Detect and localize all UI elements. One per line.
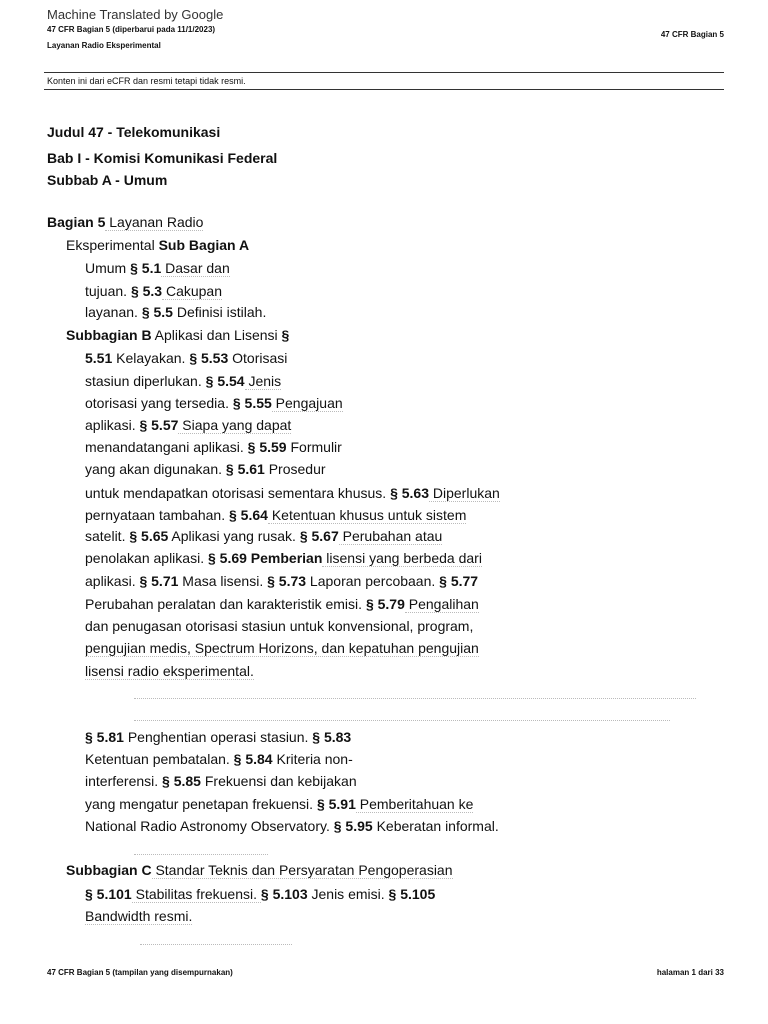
toc-text: Formulir	[286, 439, 342, 455]
toc-section: § 5.83	[312, 729, 352, 745]
toc-section: § 5.67	[299, 528, 339, 544]
toc-line[interactable]	[85, 460, 326, 478]
toc-line[interactable]	[85, 349, 287, 367]
toc-text: Pengalihan	[404, 596, 479, 612]
toc-text: Dasar dan	[161, 260, 230, 276]
toc-line[interactable]	[85, 795, 473, 813]
toc-line[interactable]	[85, 662, 254, 680]
machine-translated-label: Machine Translated by Google	[47, 7, 224, 22]
toc-subpart-a: Sub Bagian A	[158, 237, 250, 253]
toc-section: § 5.64	[229, 507, 268, 523]
toc-line[interactable]	[85, 817, 499, 835]
toc-line[interactable]	[85, 372, 281, 390]
toc-text: tujuan.	[85, 283, 131, 299]
toc-text: Masa lisensi.	[178, 573, 268, 589]
toc-text: otorisasi yang tersedia.	[85, 395, 233, 411]
toc-text: Pemberitahuan ke	[355, 796, 474, 812]
toc-line[interactable]	[47, 213, 203, 231]
toc-line[interactable]	[85, 885, 435, 903]
toc-section: § 5.85	[162, 773, 201, 789]
toc-text: Siapa yang dapat	[178, 417, 292, 433]
toc-section: § 5.103	[260, 886, 308, 902]
toc-text: interferensi.	[85, 773, 163, 789]
toc-section: § 5.1	[130, 260, 162, 276]
footer-title: 47 CFR Bagian 5 (tampilan yang disempurnakan)	[47, 968, 233, 977]
toc-section: § 5.95	[333, 818, 373, 834]
toc-text: Perubahan atau	[338, 528, 443, 544]
toc-text: Stabilitas frekuensi.	[131, 886, 261, 902]
chapter-heading: Bab I - Komisi Komunikasi Federal	[47, 150, 278, 166]
toc-text: Jenis emisi.	[307, 886, 389, 902]
toc-text: Otorisasi	[228, 350, 288, 366]
toc-section: § 5.101	[85, 886, 132, 902]
toc-section: § 5.77	[439, 573, 479, 589]
toc-text: lisensi yang berbeda dari	[322, 550, 482, 566]
header-subtitle: Layanan Radio Eksperimental	[47, 41, 161, 50]
toc-text: Laporan percobaan.	[306, 573, 440, 589]
toc-section: §	[281, 327, 290, 343]
toc-line[interactable]	[85, 572, 478, 590]
toc-text: pernyataan tambahan.	[85, 507, 229, 523]
toc-text: Aplikasi dan Lisensi	[151, 327, 282, 343]
toc-line[interactable]	[85, 728, 351, 746]
toc-section: § 5.54	[205, 373, 245, 389]
title-heading: Judul 47 - Telekomunikasi	[47, 124, 221, 140]
toc-line[interactable]	[85, 438, 342, 456]
toc-section: § 5.5	[141, 304, 173, 320]
dotted-divider	[140, 944, 292, 945]
dotted-divider	[134, 854, 268, 855]
toc-section: § 5.81	[85, 729, 124, 745]
toc-section: § 5.55	[232, 395, 272, 411]
toc-text: Frekuensi dan kebijakan	[200, 773, 357, 789]
toc-text: untuk mendapatkan otorisasi sementara khusus.	[85, 485, 391, 501]
toc-text: yang mengatur penetapan frekuensi.	[85, 796, 317, 812]
toc-line[interactable]	[85, 639, 479, 657]
toc-section: § 5.65	[129, 528, 169, 544]
header-title: 47 CFR Bagian 5 (diperbarui pada 11/1/2023)	[47, 25, 216, 34]
toc-text: yang akan digunakan.	[85, 461, 226, 477]
toc-line[interactable]	[85, 394, 343, 412]
toc-line[interactable]	[85, 772, 357, 790]
toc-subpart-b: Subbagian B	[66, 327, 152, 343]
toc-section: § 5.63	[390, 485, 429, 501]
dotted-divider	[134, 698, 696, 699]
toc-section: 5.51	[85, 350, 113, 366]
toc-text: pengujian medis, Spectrum Horizons, dan kepatuhan pengujian	[85, 640, 479, 656]
toc-text: Jenis	[244, 373, 282, 389]
toc-line[interactable]	[85, 750, 353, 768]
toc-line[interactable]	[85, 506, 466, 524]
toc-subpart-c: Subbagian C	[66, 862, 152, 878]
toc-line[interactable]	[85, 416, 291, 434]
toc-part-label: Bagian 5	[47, 214, 106, 230]
toc-text: layanan.	[85, 304, 142, 320]
toc-section: § 5.84	[233, 751, 273, 767]
toc-text: Definisi istilah.	[172, 304, 267, 320]
toc-text: Pengajuan	[271, 395, 343, 411]
toc-section: § 5.105	[388, 886, 436, 902]
toc-text: Perubahan peralatan dan karakteristik emisi.	[85, 596, 366, 612]
toc-text: Bandwidth resmi.	[85, 908, 193, 924]
subchapter-heading: Subbab A - Umum	[47, 172, 168, 188]
toc-section: § 5.3	[130, 283, 163, 299]
header-rule-top	[44, 72, 724, 73]
toc-text: Eksperimental	[66, 237, 159, 253]
toc-text: stasiun diperlukan.	[85, 373, 206, 389]
toc-line[interactable]	[85, 595, 479, 613]
toc-text: Penghentian operasi stasiun.	[123, 729, 313, 745]
toc-section: § 5.91	[316, 796, 356, 812]
toc-text: Keberatan informal.	[372, 818, 499, 834]
toc-text: Cakupan	[162, 283, 223, 299]
dotted-divider	[134, 720, 670, 721]
toc-section: § 5.79	[365, 596, 405, 612]
toc-text: Kelayakan.	[112, 350, 190, 366]
toc-line[interactable]	[66, 236, 249, 254]
toc-text: Aplikasi yang rusak.	[168, 528, 300, 544]
toc-section: § 5.61	[225, 461, 265, 477]
toc-text: Diperlukan	[429, 485, 500, 501]
toc-section: § 5.53	[189, 350, 229, 366]
toc-text: satelit.	[85, 528, 130, 544]
toc-line[interactable]	[85, 282, 222, 300]
toc-line[interactable]	[85, 907, 192, 925]
header-rule-bottom	[44, 89, 724, 90]
toc-text: lisensi radio eksperimental.	[85, 663, 254, 679]
toc-text: Standar Teknis dan Persyaratan Pengoperasian	[151, 862, 453, 878]
toc-text: National Radio Astronomy Observatory.	[85, 818, 334, 834]
toc-line[interactable]	[85, 484, 500, 502]
toc-line[interactable]	[85, 527, 442, 545]
page-number: halaman 1 dari 33	[656, 968, 724, 977]
toc-text: Umum	[85, 260, 131, 276]
toc-line[interactable]	[85, 303, 266, 321]
toc-text: Layanan Radio	[105, 214, 204, 230]
toc-section: § 5.59	[247, 439, 287, 455]
toc-line[interactable]	[85, 549, 482, 567]
toc-line[interactable]	[66, 326, 289, 344]
toc-text: Ketentuan khusus untuk sistem	[267, 507, 467, 523]
header-right: 47 CFR Bagian 5	[660, 30, 724, 39]
toc-section: § 5.69 Pemberian	[207, 550, 323, 566]
toc-line[interactable]	[85, 259, 230, 277]
toc-text: Ketentuan pembatalan.	[85, 751, 234, 767]
toc-section: § 5.57	[139, 417, 179, 433]
toc-section: § 5.71	[139, 573, 179, 589]
toc-text: Kriteria non-	[272, 751, 353, 767]
toc-text: aplikasi.	[85, 417, 140, 433]
toc-line[interactable]	[85, 617, 473, 635]
toc-text: Prosedur	[264, 461, 326, 477]
toc-text: penolakan aplikasi.	[85, 550, 208, 566]
toc-text: dan penugasan otorisasi stasiun untuk konvensional, program,	[85, 618, 474, 634]
official-note: Konten ini dari eCFR dan resmi tetapi tidak resmi.	[47, 76, 246, 86]
toc-section: § 5.73	[267, 573, 307, 589]
toc-text: menandatangani aplikasi.	[85, 439, 248, 455]
toc-text: aplikasi.	[85, 573, 140, 589]
toc-line[interactable]	[66, 861, 453, 879]
